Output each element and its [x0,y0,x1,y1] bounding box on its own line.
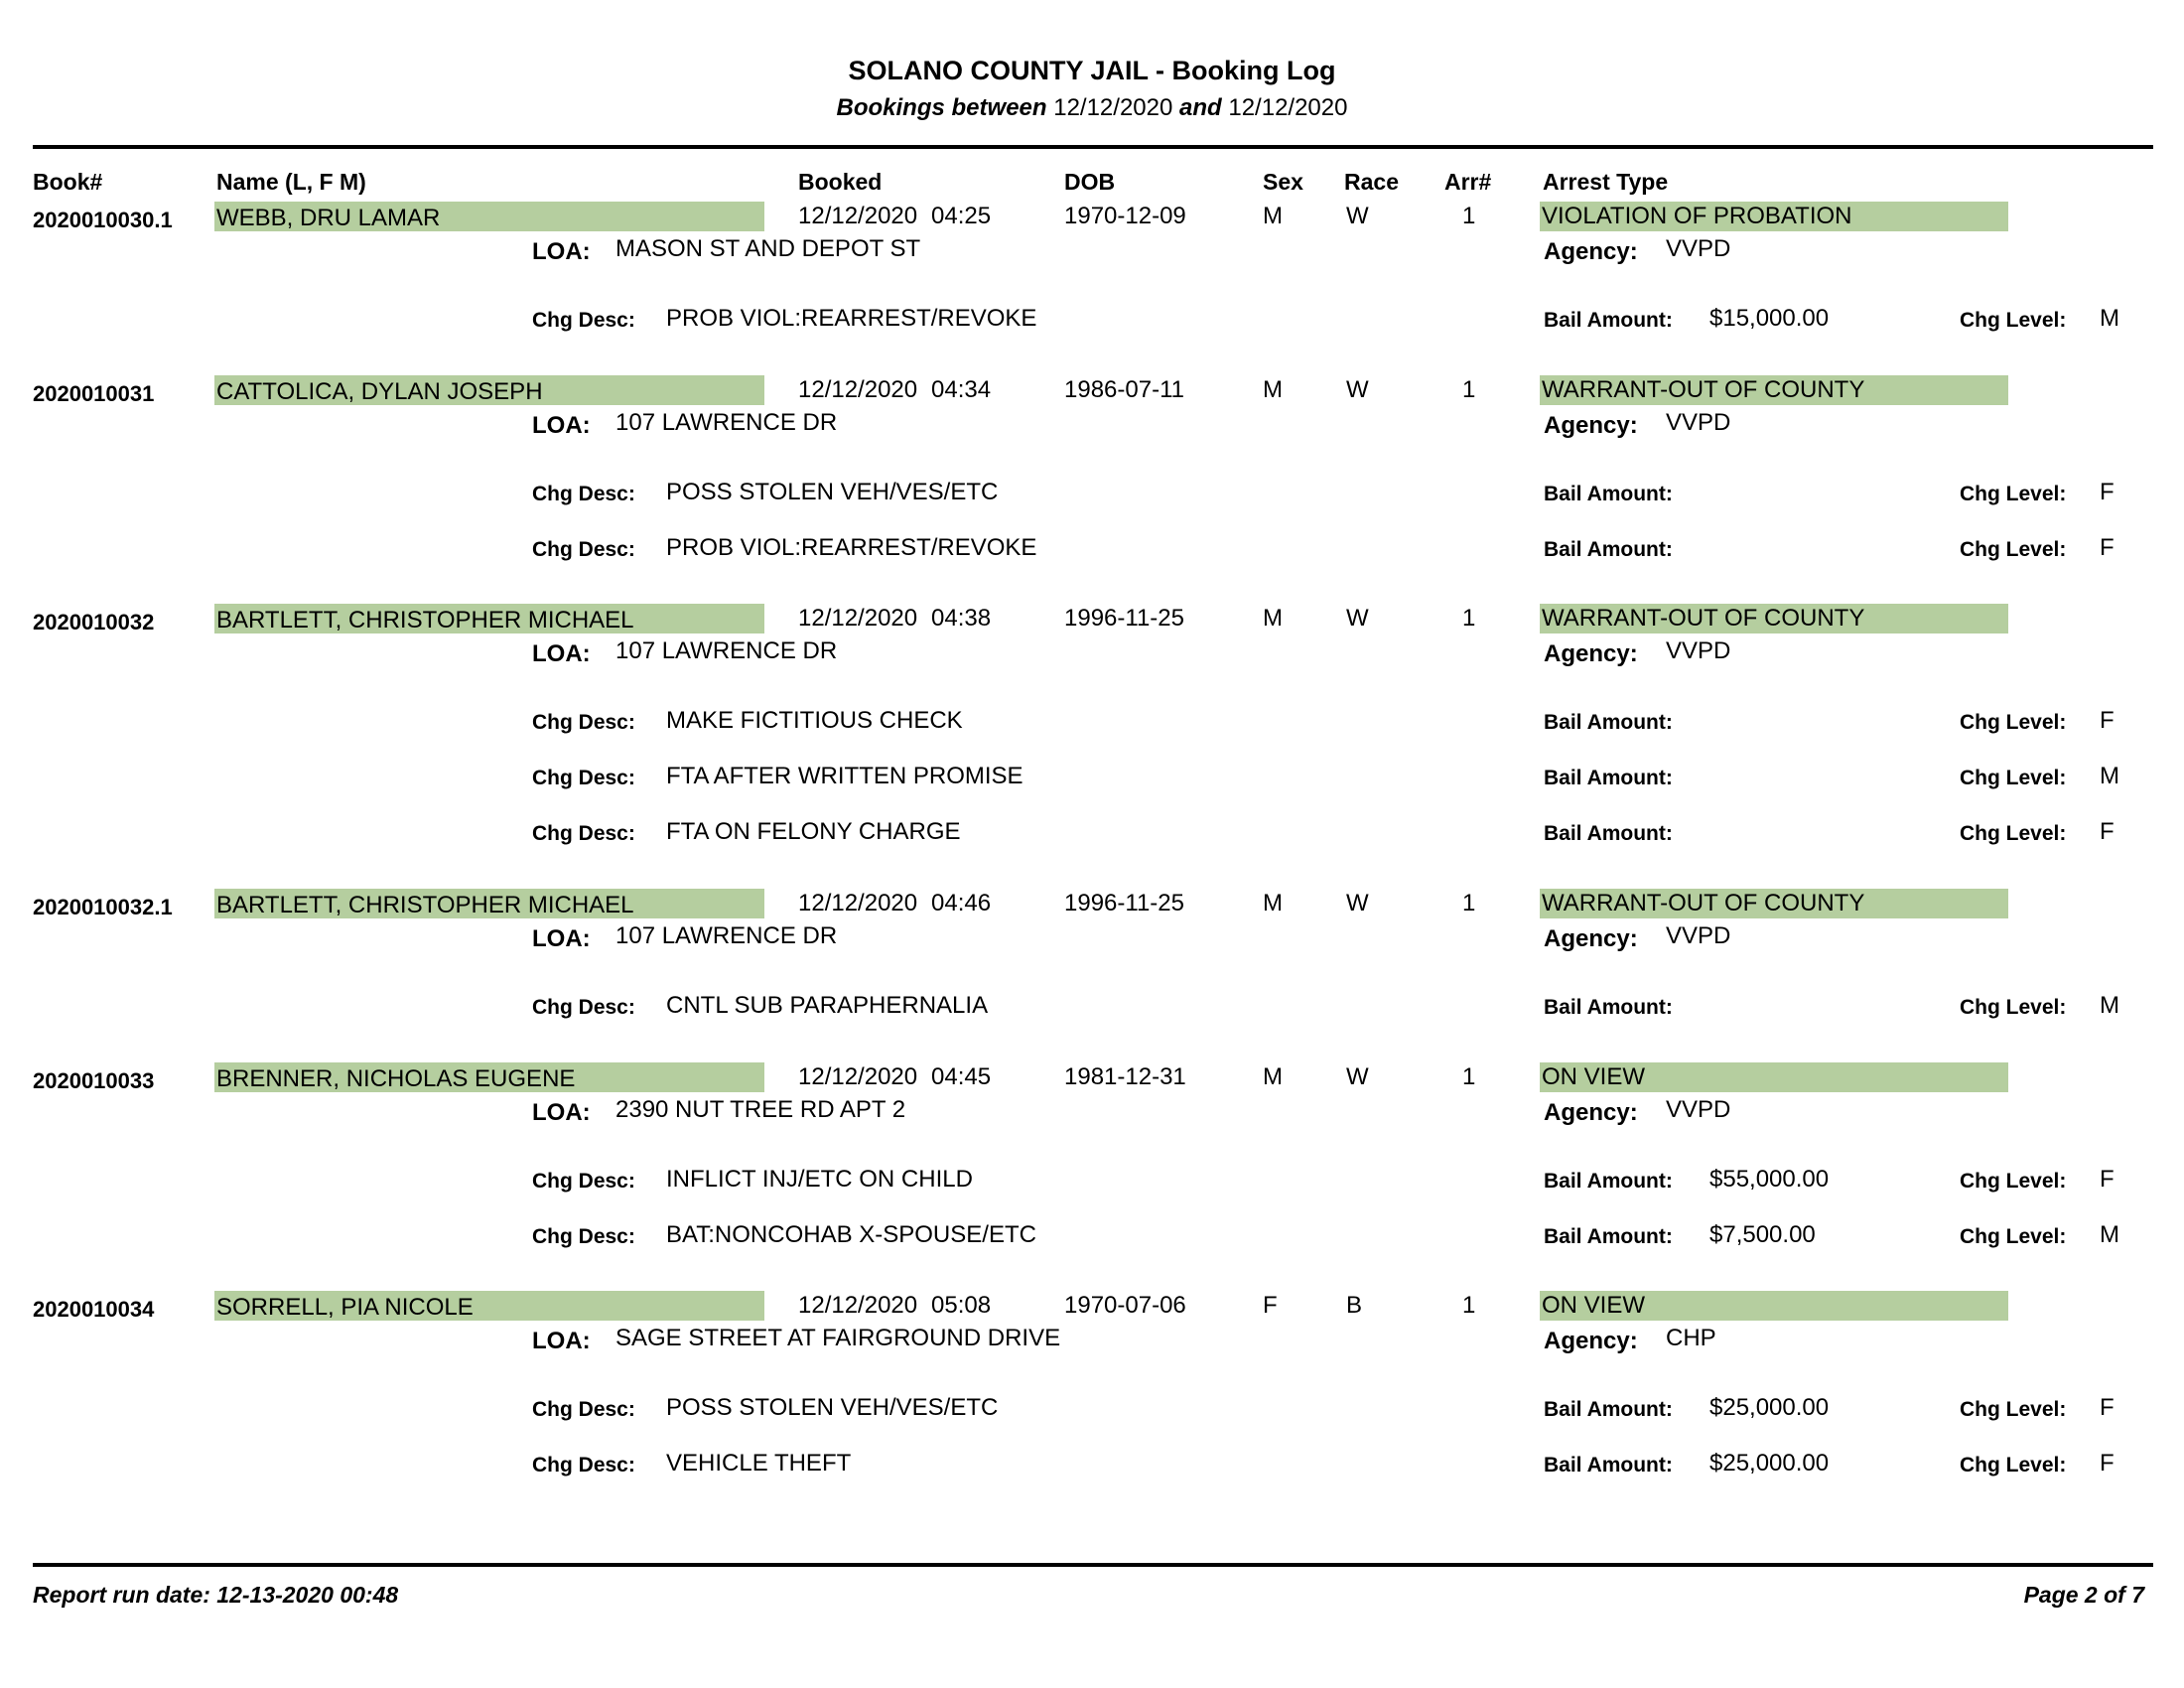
dob: 1996-11-25 [1064,605,1184,632]
bail-amount-label: Bail Amount: [1544,538,1673,561]
booked-date: 12/12/2020 [798,376,918,403]
book-number: 2020010031 [33,381,155,406]
arrest-number: 1 [1462,376,1476,403]
agency-value: VVPD [1666,235,1731,262]
inmate-name: SORRELL, PIA NICOLE [216,1294,474,1321]
charge-row [0,1220,2184,1250]
race: B [1346,1292,1363,1319]
report-subtitle [0,94,2184,122]
chg-level-label: Chg Level: [1960,538,2067,561]
bail-amount-label: Bail Amount: [1544,767,1673,789]
bail-amount-label: Bail Amount: [1544,822,1673,845]
chg-desc-value: BAT:NONCOHAB X-SPOUSE/ETC [666,1221,1036,1248]
chg-desc-value: CNTL SUB PARAPHERNALIA [666,992,989,1019]
sex: M [1263,1063,1283,1090]
loa-label: LOA: [532,1099,591,1126]
book-number: 2020010030.1 [33,208,173,232]
booked-time: 04:38 [931,605,992,632]
booked-date: 12/12/2020 [798,605,918,632]
date-to: 12/12/2020 [1228,94,1348,121]
bail-amount-value: $25,000.00 [1709,1450,1830,1477]
arrest-type: WARRANT-OUT OF COUNTY [1542,890,1865,916]
race: W [1346,605,1369,632]
col-header-sex: Sex [1263,169,1303,195]
inmate-name: BRENNER, NICHOLAS EUGENE [216,1065,576,1092]
agency-value: VVPD [1666,637,1731,664]
bail-amount-label: Bail Amount: [1544,1398,1673,1421]
booked-date: 12/12/2020 [798,1292,918,1319]
arrest-type-highlight [1540,889,2008,918]
arrest-type: ON VIEW [1542,1063,1646,1090]
dob: 1970-07-06 [1064,1292,1186,1319]
bail-amount-label: Bail Amount: [1544,1225,1673,1248]
book-number: 2020010032.1 [33,895,173,919]
date-from: 12/12/2020 [1053,94,1173,121]
arrest-type-highlight [1540,1062,2008,1092]
col-header-booked: Booked [798,169,883,195]
dob: 1981-12-31 [1064,1063,1186,1090]
loa-label: LOA: [532,1328,591,1354]
chg-desc-label: Chg Desc: [532,767,635,789]
charge-row [0,533,2184,563]
booking-record [0,202,2184,332]
bail-amount-label: Bail Amount: [1544,996,1673,1019]
loa-value: SAGE STREET AT FAIRGROUND DRIVE [615,1325,1061,1351]
agency-value: VVPD [1666,1096,1731,1123]
bail-amount-value: $25,000.00 [1709,1394,1830,1421]
col-header-race: Race [1344,169,1399,195]
bail-amount-value: $55,000.00 [1709,1166,1830,1193]
bail-amount-value: $15,000.00 [1709,305,1830,332]
name-highlight [214,375,764,405]
chg-desc-value: VEHICLE THEFT [666,1450,852,1477]
arrest-type: WARRANT-OUT OF COUNTY [1542,376,1865,403]
inmate-name: BARTLETT, CHRISTOPHER MICHAEL [216,607,634,633]
booked-time: 04:34 [931,376,992,403]
booking-record [0,1062,2184,1248]
loa-label: LOA: [532,640,591,667]
booked-time: 04:46 [931,890,992,916]
race: W [1346,1063,1369,1090]
bail-amount-label: Bail Amount: [1544,309,1673,332]
loa-label: LOA: [532,238,591,265]
chg-level-label: Chg Level: [1960,996,2067,1019]
agency-label: Agency: [1544,412,1638,439]
charge-row [0,1393,2184,1423]
dob: 1996-11-25 [1064,890,1184,916]
inmate-name: BARTLETT, CHRISTOPHER MICHAEL [216,892,634,918]
arrest-number: 1 [1462,605,1476,632]
loa-value: 107 LAWRENCE DR [615,637,838,664]
charge-row [0,304,2184,334]
bail-amount-label: Bail Amount: [1544,1170,1673,1193]
chg-level-value: F [2100,534,2115,561]
sex: M [1263,605,1283,632]
chg-desc-label: Chg Desc: [532,1454,635,1477]
booking-record [0,604,2184,845]
charge-row [0,1165,2184,1195]
col-header-arr: Arr# [1444,169,1492,195]
chg-level-value: F [2100,707,2115,734]
loa-value: 2390 NUT TREE RD APT 2 [615,1096,906,1123]
loa-value: 107 LAWRENCE DR [615,409,838,436]
name-highlight [214,202,764,231]
race: W [1346,376,1369,403]
arrest-type-highlight [1540,1291,2008,1321]
inmate-name: CATTOLICA, DYLAN JOSEPH [216,378,543,405]
bail-amount-value: $7,500.00 [1709,1221,1816,1248]
chg-desc-value: POSS STOLEN VEH/VES/ETC [666,1394,999,1421]
footer-divider [33,1563,2153,1567]
chg-level-value: F [2100,479,2115,505]
chg-level-label: Chg Level: [1960,767,2067,789]
subtitle-and: and [1179,94,1222,121]
chg-desc-value: PROB VIOL:REARREST/REVOKE [666,305,1037,332]
chg-desc-label: Chg Desc: [532,996,635,1019]
chg-level-value: F [2100,1394,2115,1421]
arrest-number: 1 [1462,1292,1476,1319]
sex: F [1263,1292,1278,1319]
book-number: 2020010032 [33,610,155,634]
agency-label: Agency: [1544,925,1638,952]
race: W [1346,890,1369,916]
name-highlight [214,1291,764,1321]
chg-level-value: M [2100,763,2119,789]
chg-desc-label: Chg Desc: [532,1225,635,1248]
chg-desc-label: Chg Desc: [532,1398,635,1421]
charge-row [0,762,2184,791]
arrest-type-highlight [1540,604,2008,633]
page-number: Page 2 of 7 [2023,1582,2144,1608]
book-number: 2020010033 [33,1068,155,1093]
chg-desc-label: Chg Desc: [532,483,635,505]
bail-amount-label: Bail Amount: [1544,711,1673,734]
dob: 1970-12-09 [1064,203,1186,229]
charge-row [0,817,2184,847]
chg-desc-value: MAKE FICTITIOUS CHECK [666,707,963,734]
booked-date: 12/12/2020 [798,890,918,916]
chg-desc-value: FTA ON FELONY CHARGE [666,818,961,845]
col-header-name: Name (L, F M) [216,169,366,195]
agency-label: Agency: [1544,640,1638,667]
chg-level-value: M [2100,1221,2119,1248]
col-header-book: Book# [33,169,103,195]
charge-row [0,991,2184,1021]
chg-level-label: Chg Level: [1960,1225,2067,1248]
booking-record [0,1291,2184,1477]
report-title: SOLANO COUNTY JAIL - Booking Log [848,56,1336,85]
booked-date: 12/12/2020 [798,1063,918,1090]
chg-desc-label: Chg Desc: [532,538,635,561]
agency-value: CHP [1666,1325,1716,1351]
chg-level-value: F [2100,818,2115,845]
sex: M [1263,890,1283,916]
loa-label: LOA: [532,412,591,439]
arrest-type: ON VIEW [1542,1292,1646,1319]
chg-level-label: Chg Level: [1960,711,2067,734]
arrest-number: 1 [1462,890,1476,916]
header-divider [33,145,2153,149]
chg-desc-value: POSS STOLEN VEH/VES/ETC [666,479,999,505]
booked-time: 04:45 [931,1063,992,1090]
agency-value: VVPD [1666,409,1731,436]
chg-level-value: M [2100,305,2119,332]
book-number: 2020010034 [33,1297,155,1322]
chg-level-value: F [2100,1450,2115,1477]
booking-record [0,889,2184,1019]
sex: M [1263,203,1283,229]
chg-desc-value: INFLICT INJ/ETC ON CHILD [666,1166,973,1193]
name-highlight [214,604,764,633]
name-highlight [214,889,764,918]
chg-level-label: Chg Level: [1960,309,2067,332]
arrest-type: WARRANT-OUT OF COUNTY [1542,605,1865,632]
chg-level-value: F [2100,1166,2115,1193]
charge-row [0,478,2184,507]
report-run-date: Report run date: 12-13-2020 00:48 [33,1582,399,1608]
chg-level-label: Chg Level: [1960,1454,2067,1477]
agency-label: Agency: [1544,1099,1638,1126]
chg-desc-label: Chg Desc: [532,1170,635,1193]
chg-desc-value: PROB VIOL:REARREST/REVOKE [666,534,1037,561]
chg-desc-label: Chg Desc: [532,822,635,845]
race: W [1346,203,1369,229]
arrest-type-highlight [1540,375,2008,405]
sex: M [1263,376,1283,403]
booked-time: 05:08 [931,1292,992,1319]
arrest-number: 1 [1462,203,1476,229]
inmate-name: WEBB, DRU LAMAR [216,205,441,231]
chg-level-label: Chg Level: [1960,822,2067,845]
loa-label: LOA: [532,925,591,952]
bail-amount-label: Bail Amount: [1544,1454,1673,1477]
booked-date: 12/12/2020 [798,203,918,229]
dob: 1986-07-11 [1064,376,1184,403]
arrest-number: 1 [1462,1063,1476,1090]
chg-level-label: Chg Level: [1960,1398,2067,1421]
agency-label: Agency: [1544,238,1638,265]
chg-level-label: Chg Level: [1960,1170,2067,1193]
subtitle-prefix: Bookings between [836,94,1047,121]
booked-time: 04:25 [931,203,992,229]
chg-level-label: Chg Level: [1960,483,2067,505]
col-header-dob: DOB [1064,169,1116,195]
name-highlight [214,1062,764,1092]
agency-value: VVPD [1666,922,1731,949]
booking-record [0,375,2184,561]
charge-row [0,1449,2184,1478]
col-header-arrest-type: Arrest Type [1543,169,1669,195]
chg-desc-label: Chg Desc: [532,309,635,332]
bail-amount-label: Bail Amount: [1544,483,1673,505]
loa-value: 107 LAWRENCE DR [615,922,838,949]
arrest-type-highlight [1540,202,2008,231]
loa-value: MASON ST AND DEPOT ST [615,235,921,262]
chg-desc-label: Chg Desc: [532,711,635,734]
chg-level-value: M [2100,992,2119,1019]
charge-row [0,706,2184,736]
agency-label: Agency: [1544,1328,1638,1354]
arrest-type: VIOLATION OF PROBATION [1542,203,1852,229]
chg-desc-value: FTA AFTER WRITTEN PROMISE [666,763,1024,789]
